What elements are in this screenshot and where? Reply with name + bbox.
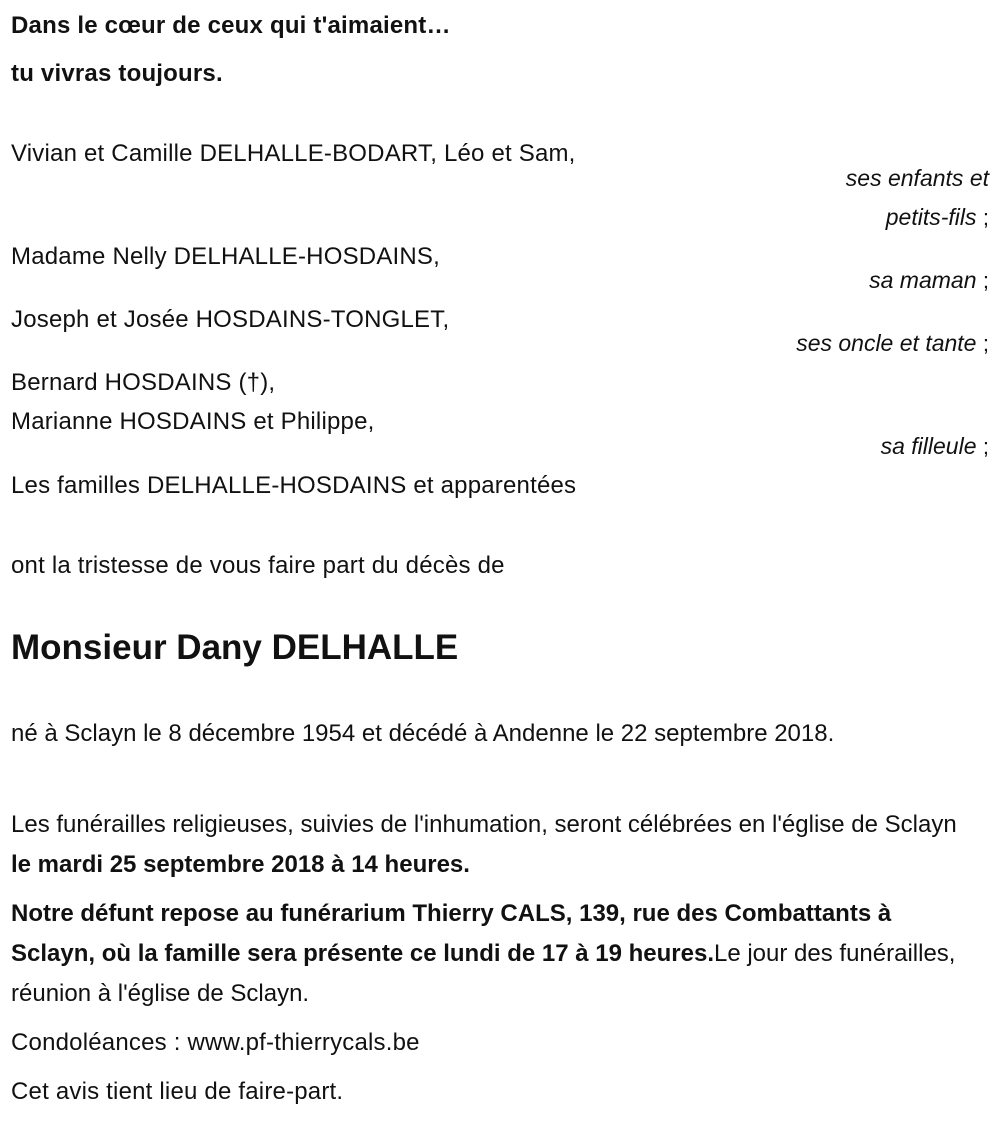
separator: ; xyxy=(982,331,989,356)
funeral-day-meeting: Le jour des funérailles, réunion à l'église de Sclayn. xyxy=(11,940,956,1007)
family-names-children: Vivian et Camille DELHALLE-BODART, Léo et Sam, xyxy=(11,140,576,167)
condolences-link[interactable]: www.pf-thierrycals.be xyxy=(187,1029,420,1056)
family-names-uncle-aunt: Joseph et Josée HOSDAINS-TONGLET, xyxy=(11,306,450,333)
relation-text: ses oncle et tante xyxy=(796,330,977,356)
family-names-extended: Les familles DELHALLE-HOSDAINS et apparentées xyxy=(11,472,577,499)
epitaph-line-2: tu vivras toujours. xyxy=(11,60,223,87)
relation-text: sa maman xyxy=(869,267,977,293)
birth-death-text: né à Sclayn le 8 décembre 1954 et décédé à Andenne le 22 septembre 2018. xyxy=(11,720,835,747)
funeral-date: le mardi 25 septembre 2018 à 14 heures. xyxy=(11,851,470,878)
relation-goddaughter xyxy=(881,433,989,460)
announcement-text: ont la tristesse de vous faire part du décès de xyxy=(11,552,505,579)
funeral-text: Les funérailles religieuses, suivies de l'inhumation, seront célébrées en l'église de Sclayn xyxy=(11,811,957,838)
family-names-marianne: Marianne HOSDAINS et Philippe, xyxy=(11,408,375,435)
separator: ; xyxy=(982,434,989,459)
relation-children-line-2 xyxy=(886,204,989,231)
relation-text: sa filleule xyxy=(880,433,977,459)
condolences-label: Condoléances : xyxy=(11,1029,188,1056)
separator: ; xyxy=(982,268,989,293)
funeral-paragraph xyxy=(11,805,971,885)
epitaph-line-1: Dans le cœur de ceux qui t'aimaient… xyxy=(11,12,451,39)
visitation-paragraph xyxy=(11,894,971,1014)
family-names-mother: Madame Nelly DELHALLE-HOSDAINS, xyxy=(11,243,441,270)
deceased-name: Monsieur Dany DELHALLE xyxy=(11,628,459,667)
relation-uncle-aunt xyxy=(796,330,989,357)
relation-children-line-1: ses enfants et xyxy=(845,165,989,191)
separator: ; xyxy=(982,205,989,230)
condolences-line xyxy=(11,1029,420,1057)
visitation-details: Notre défunt repose au funérarium Thierry CALS, 139, rue des Combattants à Sclayn, où la famille sera présente ce lundi de 17 à 19 heures. xyxy=(11,900,892,967)
notice-text: Cet avis tient lieu de faire-part. xyxy=(11,1078,344,1105)
relation-text: petits-fils xyxy=(885,204,977,230)
family-names-bernard: Bernard HOSDAINS (†), xyxy=(11,369,276,396)
relation-mother xyxy=(869,267,989,294)
